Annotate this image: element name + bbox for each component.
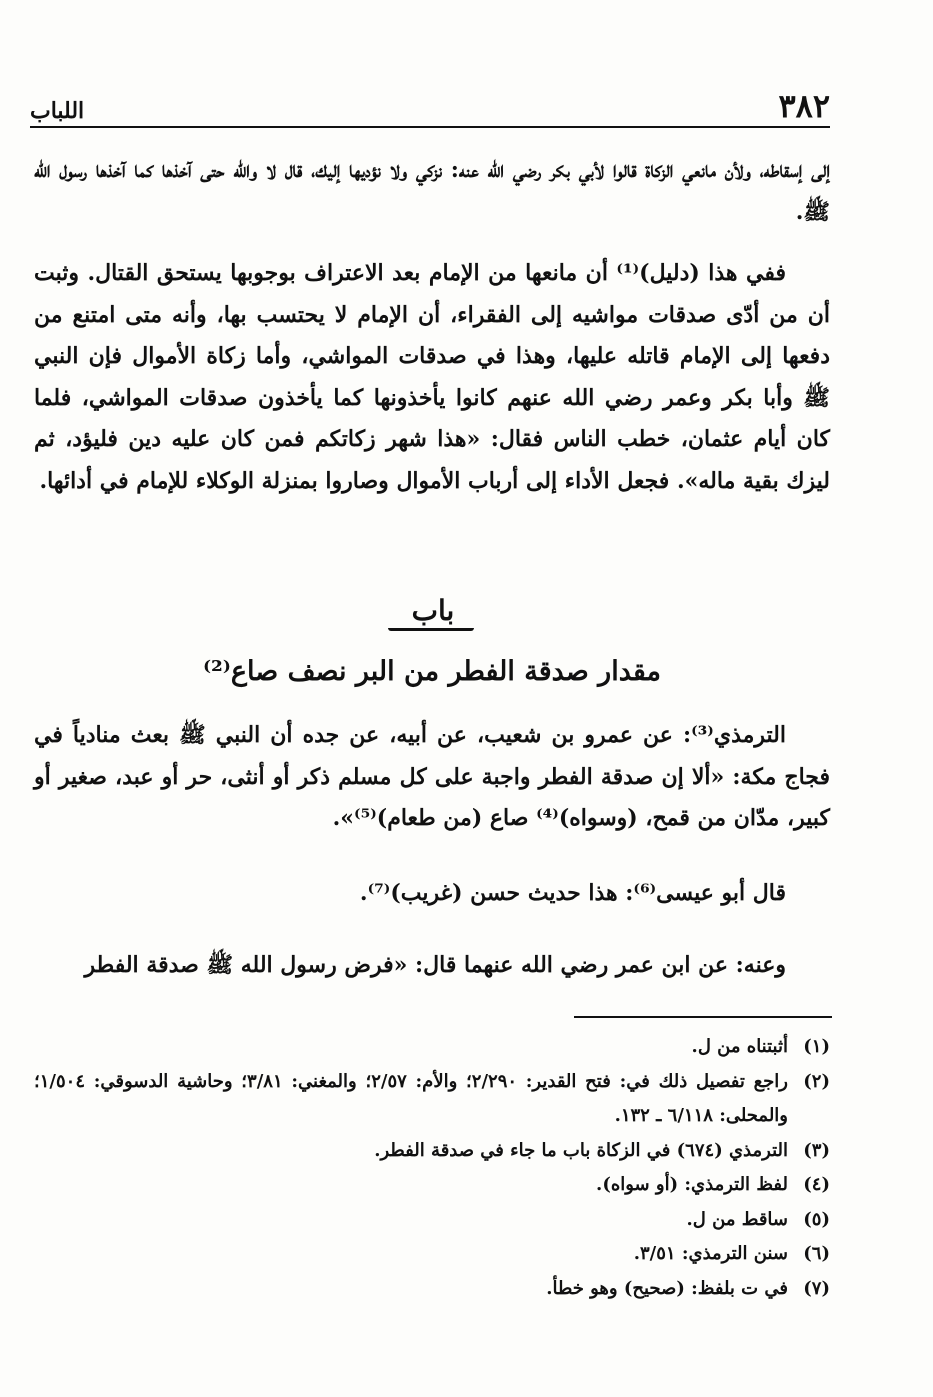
footnote-text: الترمذي (٦٧٤) في الزكاة باب ما جاء في صدقة الفطر. [374, 1139, 788, 1161]
footnote-text: لفظ الترمذي: (أو سواه). [596, 1174, 788, 1195]
footnote-item [34, 1030, 830, 1065]
chapter-title: مقدار صدقة الفطر من البر نصف صاع⁽²⁾ [203, 656, 661, 687]
paragraph-1: إلى إسقاطه، ولأن مانعي الزكاة قالوا لأبي بكر رضي الله عنه: نزكي ولا نؤديها إليك، قال لا والله حتى آخذها كما آخذها رسول الله ﷺ. [34, 157, 830, 225]
footnote-separator [574, 1016, 832, 1018]
footnote-item [34, 1065, 830, 1134]
chapter-ornament-rule [388, 628, 474, 631]
chapter-word: باب [411, 594, 455, 627]
running-head [30, 84, 830, 128]
footnote-item [34, 1168, 830, 1203]
footnote-item [34, 1134, 830, 1169]
footnote-text: أثبتناه من ل. [691, 1036, 788, 1057]
page-number: ٣٨٢ [778, 87, 830, 125]
hadith-paragraph-3: وعنه: عن ابن عمر رضي الله عنهما قال: «فرض رسول الله ﷺ صدقة الفطر [84, 952, 786, 978]
footnote-number: (٣) [803, 1139, 830, 1161]
footnote-number: (٧) [803, 1277, 830, 1299]
hadith-paragraph-2: قال أبو عيسى⁽⁶⁾: هذا حديث حسن (غريب)⁽⁷⁾. [359, 880, 786, 906]
footnote-item [34, 1237, 830, 1272]
running-title: اللباب [30, 98, 85, 124]
footnote-number: (٦) [803, 1243, 830, 1264]
footnote-number: (٥) [803, 1208, 830, 1230]
footnote-number: (١) [803, 1036, 830, 1057]
paragraph-2: ففي هذا (دليل)⁽¹⁾ أن مانعها من الإمام بعد الاعتراف بوجوبها يستحق القتال. وثبت أن من أدّى صدقات مواشيه إلى الفقراء، أن الإمام لا يحتسب بها، وأنه متى امتنع من دفعها إلى الإمام قاتله عليها، وهذا في صدقات المواشي، وأما زكاة الأموال فإن النبي ﷺ وأبا بكر وعمر رضي الله عنهم كانوا يأخذونها كما يأخذون صدقات المواشي، فلما كان أيام عثمان، خطب الناس فقال: «هذا شهر زكاتكم فمن كان عليه دين فليؤد، ثم ليزك بقية ماله». فجعل الأداء إلى أرباب الأموال وصاروا بمنزلة الوكلاء للإمام في أدائها. [34, 260, 830, 494]
footnote-text: سنن الترمذي: ٣/٥١. [633, 1243, 788, 1264]
footnotes-list [34, 1030, 830, 1306]
footnote-text: ساقط من ل. [686, 1208, 788, 1230]
footnote-text: راجع تفصيل ذلك في: فتح القدير: ٢/٢٩٠؛ والأم: ٢/٥٧؛ والمغني: ٣/٨١؛ وحاشية الدسوقي: ١/٥٠٤؛ والمحلى: ٦/١١٨ ـ ١٣٢. [34, 1070, 788, 1126]
footnote-item [34, 1203, 830, 1238]
footnote-item [34, 1272, 830, 1307]
footnote-number: (٤) [803, 1174, 830, 1195]
footnote-number: (٢) [803, 1070, 830, 1092]
footnote-text: في ت بلفظ: (صحيح) وهو خطأ. [546, 1277, 788, 1299]
hadith-paragraph-1: الترمذي⁽³⁾: عن عمرو بن شعيب، عن أبيه، عن جده أن النبي ﷺ بعث منادياً في فجاج مكة: «ألا إن صدقة الفطر واجبة على كل مسلم ذكر أو أنثى، حر أو عبد، صغير أو كبير، مدّان من قمح، (وسواه)⁽⁴⁾ صاع (من طعام)⁽⁵⁾». [34, 722, 830, 831]
